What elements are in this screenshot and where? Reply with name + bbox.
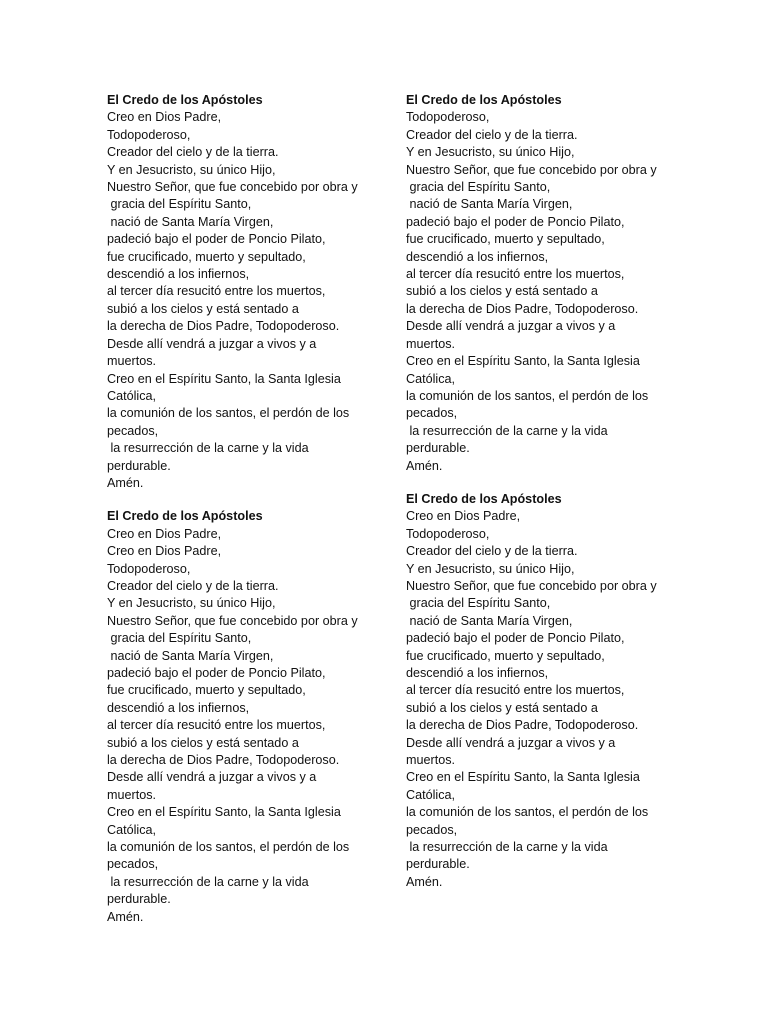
creed-line: al tercer día resucitó entre los muertos,	[107, 284, 326, 299]
creed-line: fue crucificado, muerto y sepultado,	[107, 683, 306, 698]
creed-line: al tercer día resucitó entre los muertos,	[406, 267, 625, 282]
creed-line: la comunión de los santos, el perdón de los	[406, 805, 649, 820]
creed-line: Amén.	[107, 909, 144, 924]
creed-line: Desde allí vendrá a juzgar a vivos y a	[406, 735, 616, 750]
creed-line: al tercer día resucitó entre los muertos,	[107, 718, 326, 733]
creed-line: Amén.	[406, 874, 443, 889]
creed-line: la derecha de Dios Padre, Todopoderoso.	[107, 753, 340, 768]
creed-line: Desde allí vendrá a juzgar a vivos y a	[107, 336, 317, 351]
creed-line: muertos.	[406, 336, 455, 351]
creed-line: Católica,	[406, 787, 455, 802]
creed-line: nació de Santa María Virgen,	[406, 197, 573, 212]
creed-line: muertos.	[406, 753, 455, 768]
creed-block	[406, 491, 676, 891]
creed-line: Amén.	[107, 475, 144, 490]
creed-line: pecados,	[406, 406, 458, 421]
creed-block	[107, 508, 377, 926]
creed-line: subió a los cielos y está sentado a	[406, 700, 598, 715]
creed-line: la comunión de los santos, el perdón de los	[406, 388, 649, 403]
creed-lines	[107, 109, 377, 492]
creed-line: nació de Santa María Virgen,	[107, 214, 274, 229]
creed-line: Nuestro Señor, que fue concebido por obra y	[406, 578, 657, 593]
creed-line: la derecha de Dios Padre, Todopoderoso.	[107, 319, 340, 334]
creed-line: descendió a los infiernos,	[107, 700, 250, 715]
creed-line: Creo en el Espíritu Santo, la Santa Iglesia	[406, 354, 640, 369]
creed-block	[107, 92, 377, 492]
creed-line: pecados,	[107, 857, 159, 872]
creed-line: padeció bajo el poder de Poncio Pilato,	[107, 232, 326, 247]
creed-line: la resurrección de la carne y la vida	[107, 874, 309, 889]
creed-line: Y en Jesucristo, su único Hijo,	[406, 145, 575, 160]
creed-line: subió a los cielos y está sentado a	[107, 735, 299, 750]
creed-line: Desde allí vendrá a juzgar a vivos y a	[107, 770, 317, 785]
creed-line: padeció bajo el poder de Poncio Pilato,	[406, 631, 625, 646]
creed-line: Nuestro Señor, que fue concebido por obra y	[107, 613, 358, 628]
creed-line: Todopoderoso,	[107, 127, 191, 142]
creed-line: gracia del Espíritu Santo,	[107, 197, 252, 212]
creed-title: El Credo de los Apóstoles	[107, 93, 263, 107]
creed-lines	[107, 526, 377, 926]
creed-line: nació de Santa María Virgen,	[406, 613, 573, 628]
creed-line: padeció bajo el poder de Poncio Pilato,	[107, 666, 326, 680]
creed-line: la derecha de Dios Padre, Todopoderoso.	[406, 301, 639, 316]
creed-line: Creo en el Espíritu Santo, la Santa Iglesia	[107, 371, 341, 386]
creed-line: Nuestro Señor, que fue concebido por obra y	[107, 180, 358, 195]
creed-line: Creo en el Espíritu Santo, la Santa Iglesia	[406, 770, 640, 785]
creed-line: Creo en Dios Padre,	[107, 526, 222, 541]
creed-line: muertos.	[107, 787, 156, 802]
right-column	[406, 92, 676, 907]
creed-line: perdurable.	[107, 458, 171, 473]
creed-line: la comunión de los santos, el perdón de los	[107, 840, 350, 855]
creed-line: Todopoderoso,	[406, 526, 490, 541]
creed-line: gracia del Espíritu Santo,	[406, 596, 551, 611]
creed-line: Y en Jesucristo, su único Hijo,	[107, 162, 276, 177]
creed-line: Creador del cielo y de la tierra.	[107, 578, 279, 593]
creed-line: Creador del cielo y de la tierra.	[406, 544, 578, 559]
creed-line: Nuestro Señor, que fue concebido por obra y	[406, 162, 657, 177]
creed-line: Católica,	[107, 388, 156, 403]
creed-line: descendió a los infiernos,	[406, 666, 549, 680]
creed-line: la derecha de Dios Padre, Todopoderoso.	[406, 718, 639, 733]
creed-line: fue crucificado, muerto y sepultado,	[406, 648, 605, 663]
creed-line: gracia del Espíritu Santo,	[107, 631, 252, 646]
creed-line: Desde allí vendrá a juzgar a vivos y a	[406, 319, 616, 334]
creed-line: fue crucificado, muerto y sepultado,	[107, 249, 306, 264]
creed-line: perdurable.	[107, 892, 171, 907]
creed-line: fue crucificado, muerto y sepultado,	[406, 232, 605, 247]
creed-line: Católica,	[107, 822, 156, 837]
creed-line: nació de Santa María Virgen,	[107, 648, 274, 663]
creed-line: Creo en Dios Padre,	[107, 544, 222, 559]
creed-line: subió a los cielos y está sentado a	[107, 301, 299, 316]
creed-line: Todopoderoso,	[107, 561, 191, 576]
creed-line: Creo en Dios Padre,	[107, 110, 222, 125]
creed-line: perdurable.	[406, 441, 470, 456]
creed-line: la resurrección de la carne y la vida	[406, 840, 608, 855]
creed-line: Y en Jesucristo, su único Hijo,	[107, 596, 276, 611]
creed-line: pecados,	[406, 822, 458, 837]
creed-line: Creador del cielo y de la tierra.	[107, 145, 279, 160]
creed-block	[406, 92, 676, 475]
creed-title: El Credo de los Apóstoles	[406, 491, 562, 506]
creed-line: Y en Jesucristo, su único Hijo,	[406, 561, 575, 576]
creed-line: la comunión de los santos, el perdón de los	[107, 406, 350, 421]
left-column	[107, 92, 377, 942]
creed-line: la resurrección de la carne y la vida	[107, 441, 309, 456]
creed-line: Creo en el Espíritu Santo, la Santa Iglesia	[107, 805, 341, 820]
creed-lines	[406, 508, 676, 891]
creed-title: El Credo de los Apóstoles	[406, 93, 562, 107]
creed-line: Amén.	[406, 458, 443, 473]
creed-line: la resurrección de la carne y la vida	[406, 423, 608, 438]
creed-line: Creo en Dios Padre,	[406, 509, 521, 524]
creed-line: padeció bajo el poder de Poncio Pilato,	[406, 214, 625, 229]
creed-line: subió a los cielos y está sentado a	[406, 284, 598, 299]
creed-line: Creador del cielo y de la tierra.	[406, 127, 578, 142]
creed-line: pecados,	[107, 423, 159, 438]
creed-title: El Credo de los Apóstoles	[107, 509, 263, 524]
creed-line: Católica,	[406, 371, 455, 386]
creed-line: gracia del Espíritu Santo,	[406, 180, 551, 195]
creed-lines	[406, 109, 676, 475]
creed-line: descendió a los infiernos,	[406, 249, 549, 264]
creed-line: muertos.	[107, 354, 156, 369]
creed-line: al tercer día resucitó entre los muertos,	[406, 683, 625, 698]
creed-line: Todopoderoso,	[406, 110, 490, 125]
creed-line: perdurable.	[406, 857, 470, 872]
creed-line: descendió a los infiernos,	[107, 267, 250, 282]
